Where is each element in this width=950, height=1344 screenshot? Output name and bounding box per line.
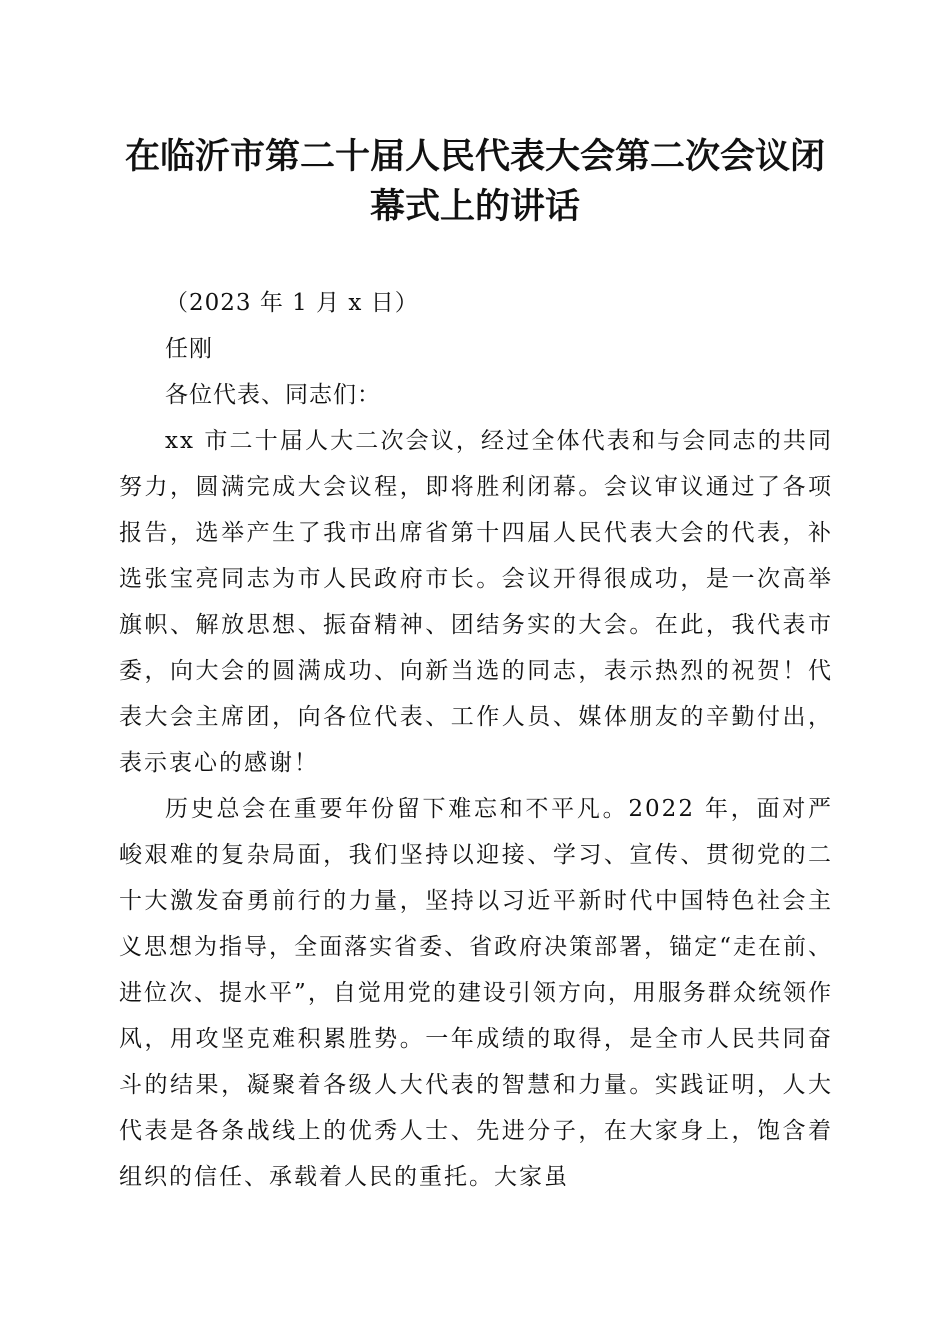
title-line-2: 幕式上的讲话	[369, 187, 580, 227]
page-title	[100, 132, 850, 232]
document-body	[119, 280, 833, 1200]
paragraph-2: 历史总会在重要年份留下难忘和不平凡。2022 年，面对严峻艰难的复杂局面，我们坚持以迎接、学习、宣传、贯彻党的二十大激发奋勇前行的力量，坚持以习近平新时代中国特色社会主义思想为指导，全面落实省委、省政府决策部署，锚定“走在前、进位次、提水平”，自觉用党的建设引领方向，用服务群众统领作风，用攻坚克难积累胜势。一年成绩的取得，是全市人民共同奋斗的结果，凝聚着各级人大代表的智慧和力量。实践证明，人大代表是各条战线上的优秀人士、先进分子，在大家身上，饱含着组织的信任、承载着人民的重托。大家虽	[119, 796, 833, 1190]
speech-date: （2023 年 1 月 x 日）	[165, 290, 419, 316]
paragraph-1: xx 市二十届人大二次会议，经过全体代表和与会同志的共同努力，圆满完成大会议程，即将胜利闭幕。会议审议通过了各项报告，选举产生了我市出席省第十四届人民代表大会的代表，补选张宝亮同志为市人民政府市长。会议开得很成功，是一次高举旗帜、解放思想、振奋精神、团结务实的大会。在此，我代表市委，向大会的圆满成功、向新当选的同志，表示热烈的祝贺！代表大会主席团，向各位代表、工作人员、媒体朋友的辛勤付出，表示衷心的感谢！	[119, 428, 833, 776]
speaker-name: 任刚	[165, 336, 213, 362]
salutation: 各位代表、同志们：	[165, 382, 381, 408]
title-line-1: 在临沂市第二十届人民代表大会第二次会议闭	[124, 137, 825, 177]
